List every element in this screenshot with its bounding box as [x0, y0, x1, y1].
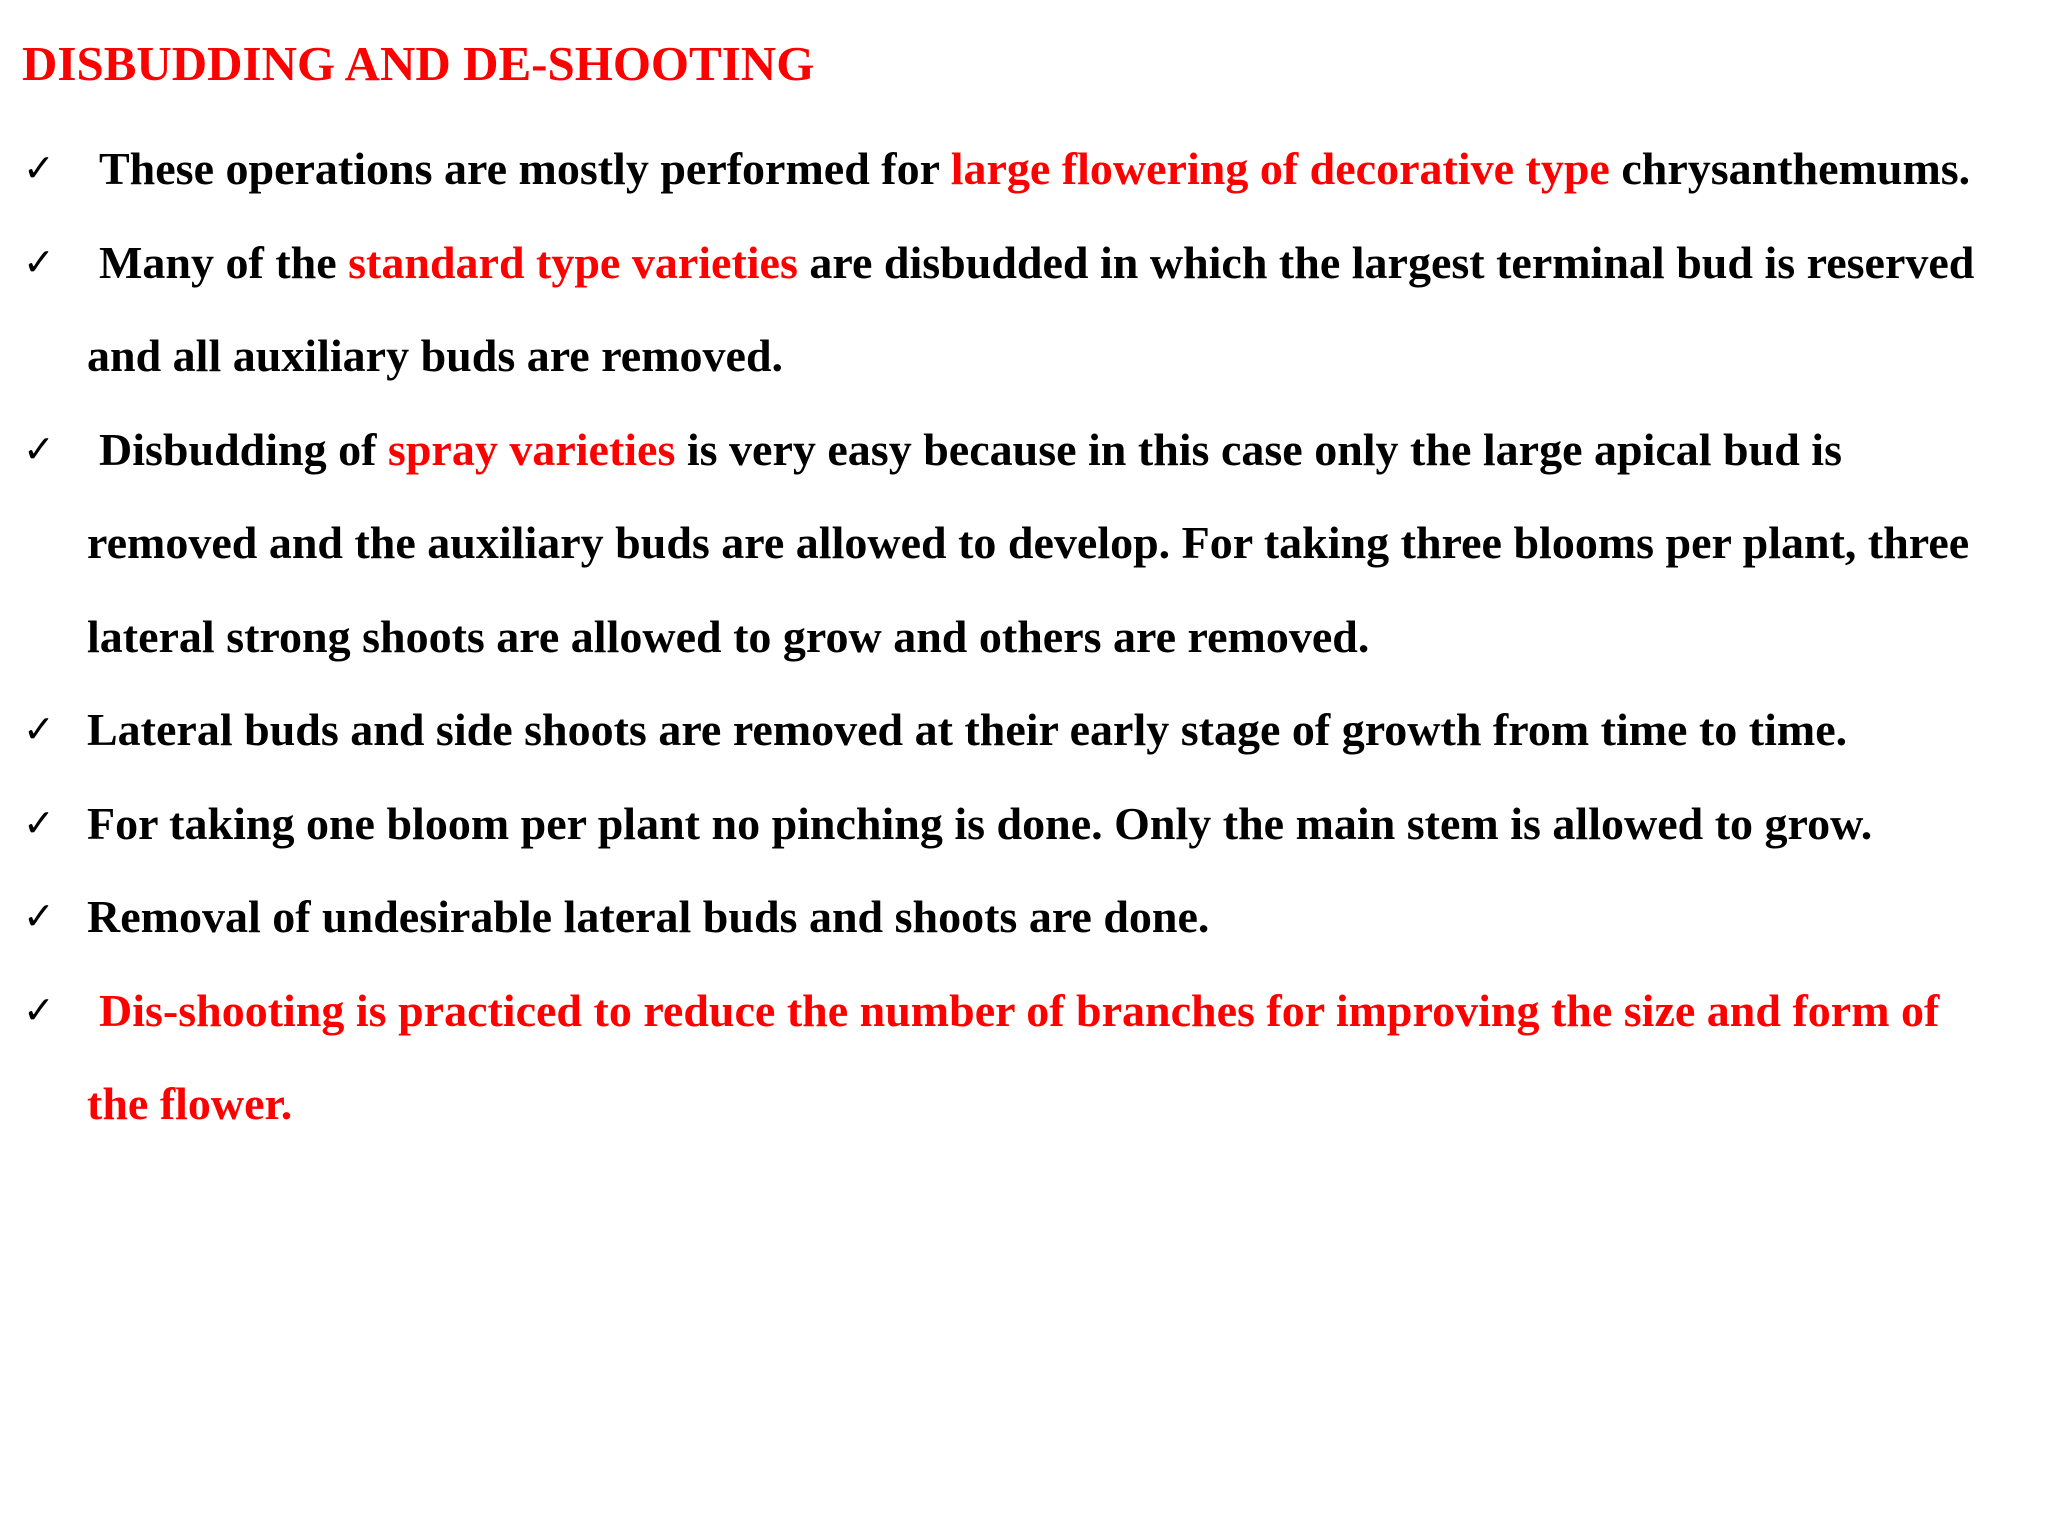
bullet-item	[0, 403, 2048, 684]
bullet-highlight-text: large flowering of decorative type	[950, 143, 1610, 194]
bullet-highlight-text: Dis-shooting is practiced to reduce the number of branches for improving the size and form of the flower.	[87, 984, 1940, 1129]
bullet-lead-text: Disbudding of	[99, 423, 388, 475]
bullet-item	[0, 122, 2048, 216]
checkmark-icon: ✓	[23, 239, 55, 284]
bullet-lead-text: These operations are mostly performed for	[99, 143, 951, 194]
bullet-highlight-text: standard type varieties	[348, 236, 798, 288]
bullet-item	[0, 216, 2048, 403]
bullet-text: Lateral buds and side shoots are removed at their early stage of growth from time to time.	[87, 704, 1848, 755]
bullet-item	[0, 964, 2048, 1151]
bullet-text: Removal of undesirable lateral buds and shoots are done.	[87, 891, 1210, 942]
bullet-item	[0, 870, 2048, 964]
checkmark-icon: ✓	[23, 894, 55, 938]
bullet-tail-text: are disbudded in which the largest terminal bud is reserved and all auxiliary buds are removed.	[87, 236, 1975, 381]
bullet-item	[0, 683, 2048, 777]
slide-title: DISBUDDING AND DE-SHOOTING	[22, 36, 815, 91]
bullet-lead-text: Many of the	[99, 236, 349, 288]
bullet-tail-text: chrysanthemums.	[1609, 143, 1971, 194]
checkmark-icon: ✓	[23, 987, 55, 1032]
bullet-highlight-text: spray varieties	[387, 423, 676, 475]
bullet-text: For taking one bloom per plant no pinching is done. Only the main stem is allowed to grow.	[87, 797, 1873, 849]
checkmark-icon: ✓	[23, 800, 55, 845]
bullet-list	[0, 122, 2048, 1151]
checkmark-icon: ✓	[23, 426, 55, 471]
bullet-tail-text: is very easy because in this case only the large apical bud is removed and the auxiliary buds are allowed to develop. For taking three blooms per plant, three lateral strong shoots are allowed to grow and others are removed.	[87, 423, 1970, 662]
checkmark-icon: ✓	[23, 146, 55, 190]
checkmark-icon: ✓	[23, 707, 55, 751]
bullet-item	[0, 777, 2048, 871]
